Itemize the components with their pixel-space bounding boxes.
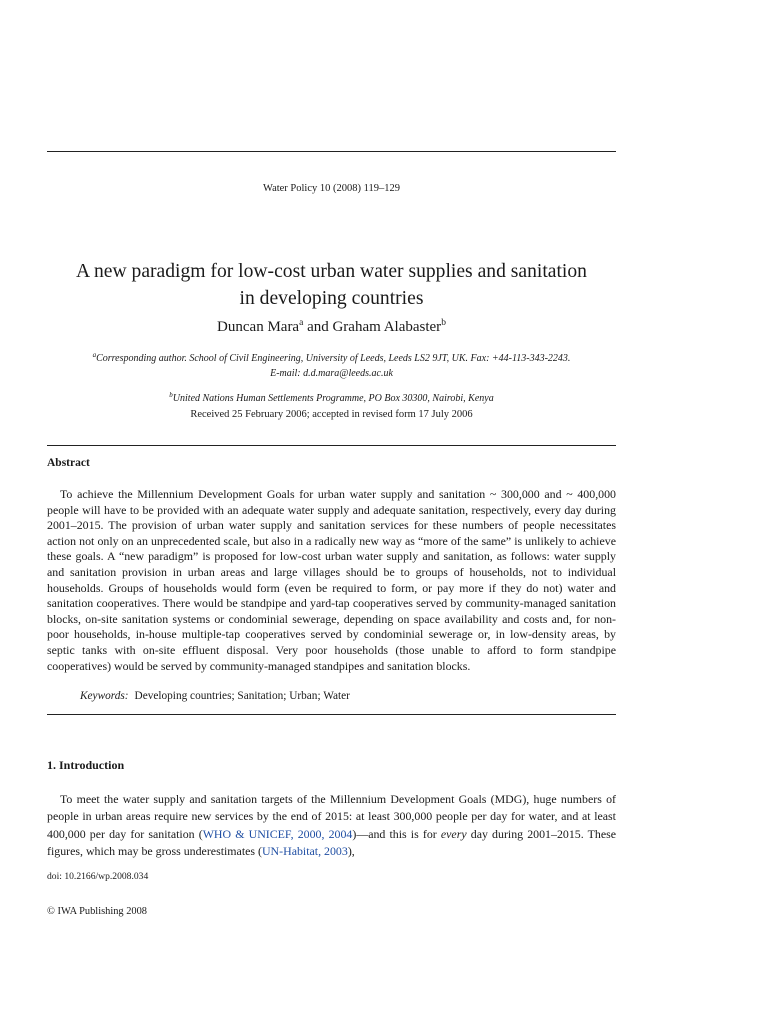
paragraph-text: day during 2001–2015. These figures, which may be gross underestimates ( xyxy=(47,826,617,858)
author-name: and Graham Alabaster xyxy=(303,319,442,335)
received-dates: Received 25 February 2006; accepted in revised form 17 July 2006 xyxy=(190,409,473,420)
abstract-bottom-rule xyxy=(47,714,616,715)
paper-page xyxy=(47,0,616,1024)
paragraph-text: To meet the water supply and sanitation targets of the Millennium Development Goals (MDG), huge numbers of people in urban areas require new services by the end of 2015: at least 300,000 people per day for water, and at least 400,000 per day for sanitation ( xyxy=(47,792,616,841)
affiliation-b xyxy=(47,388,616,406)
author-list xyxy=(47,318,616,336)
article-title-line-1: A new paradigm for low-cost urban water supplies and sanitation xyxy=(76,261,587,282)
affiliation-marker: b xyxy=(169,391,173,399)
introduction-paragraph xyxy=(47,791,616,860)
article-title xyxy=(47,258,616,312)
corresponding-email: E-mail: d.d.mara@leeds.ac.uk xyxy=(270,368,393,379)
paragraph-text: ), xyxy=(347,843,355,858)
author-name: Duncan Mara xyxy=(217,319,300,335)
paragraph-text: )—and this is for xyxy=(352,826,441,841)
keywords-value: Developing countries; Sanitation; Urban; Water xyxy=(134,690,350,702)
affiliation-marker: b xyxy=(441,318,446,328)
abstract-heading: Abstract xyxy=(47,457,90,469)
keywords xyxy=(80,690,350,702)
affiliation-text: Corresponding author. School of Civil Engineering, University of Leeds, Leeds LS2 9JT, UK. Fax: +44-113-343-2243. xyxy=(96,353,571,364)
affiliation-text: United Nations Human Settlements Programme, PO Box 30300, Nairobi, Kenya xyxy=(172,393,494,404)
citation-link-who-unicef[interactable]: WHO & UNICEF, 2000, 2004 xyxy=(202,826,353,841)
article-title-line-2: in developing countries xyxy=(239,288,424,309)
section-heading-introduction: 1. Introduction xyxy=(47,758,125,772)
copyright: © IWA Publishing 2008 xyxy=(47,906,147,917)
affiliation-marker: a xyxy=(299,318,304,328)
top-rule xyxy=(47,151,616,152)
citation-link-un-habitat[interactable]: UN-Habitat, 2003 xyxy=(261,843,348,858)
emphasis-text: every xyxy=(440,826,467,841)
abstract-top-rule xyxy=(47,445,616,446)
keywords-label: Keywords: xyxy=(80,690,129,702)
abstract-body: To achieve the Millennium Development Goals for urban water supply and sanitation ~ 300,000 and ~ 400,000 people will have to be provided with an adequate water supply and adequate sanitation, respectively, every day during 2001–2015. The provision of urban water supply and sanitation services for these numbers of people necessitates action not only on an unprecedented scale, but also in a radically new way as “more of the same” is unlikely to achieve these goals. A “new paradigm” is proposed for low-cost urban water supply and sanitation, as follows: water supply and sanitation provision in urban areas and large villages should be to groups of households, not to individual households. Groups of households would form (even be required to form, or pay more if they do not) water and sanitation cooperatives. There would be standpipe and yard-tap cooperatives served by community-managed sanitation blocks, on-site sanitation systems or condominial sewerage, depending on space availability and costs and, for non-poor households, in-house multiple-tap cooperatives served by condominial sewerage or, in low-density areas, by septic tanks with on-site effluent disposal. Very poor households (those unable to afford to form standpipe cooperatives) would be served by community-managed standpipes and sanitation blocks. xyxy=(47,487,616,673)
affiliation-marker: a xyxy=(92,351,97,359)
journal-reference: Water Policy 10 (2008) 119–129 xyxy=(263,183,400,194)
doi: doi: 10.2166/wp.2008.034 xyxy=(47,871,149,882)
affiliation-a xyxy=(47,348,616,381)
